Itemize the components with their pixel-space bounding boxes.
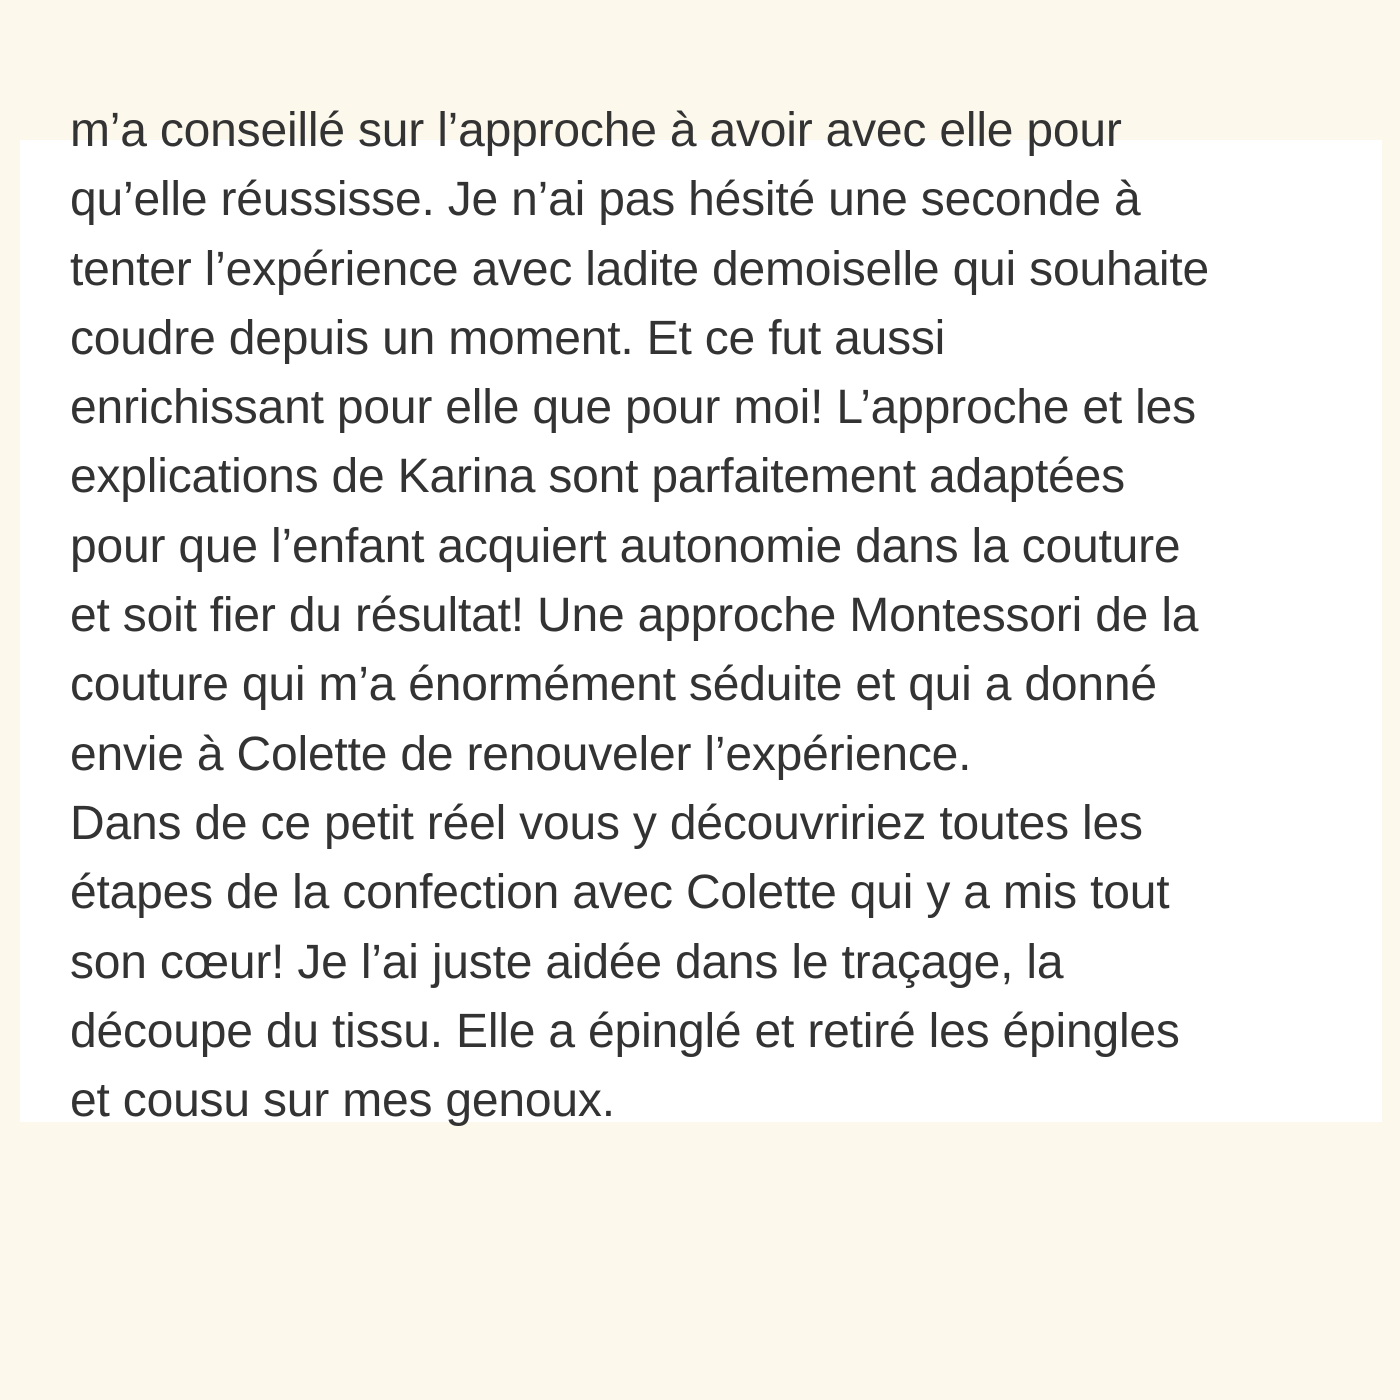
text-line: Dans de ce petit réel vous y découvririez toutes les (70, 796, 1143, 850)
text-line: tenter l’expérience avec ladite demoiselle qui souhaite (70, 242, 1210, 296)
text-line: explications de Karina sont parfaitement adaptées (70, 450, 1125, 504)
text-line: son cœur! Je l’ai juste aidée dans le traçage, la (70, 935, 1064, 989)
text-line: coudre depuis un moment. Et ce fut aussi (70, 311, 946, 365)
text-line: qu’elle réussisse. Je n’ai pas hésité une seconde à (70, 173, 1141, 227)
post-body-text (70, 96, 1365, 1135)
text-line-partial-bottom: et cousu sur mes genoux. (70, 1074, 615, 1128)
text-line: découpe du tissu. Elle a épinglé et retiré les épingles (70, 1004, 1180, 1058)
text-line: et soit fier du résultat! Une approche Montessori de la (70, 589, 1199, 643)
text-line: envie à Colette de renouveler l’expérience. (70, 727, 972, 781)
text-line: étapes de la confection avec Colette qui y a mis tout (70, 866, 1170, 920)
text-line: pour que l’enfant acquiert autonomie dans la couture (70, 519, 1181, 573)
text-line-partial-top: m’a conseillé sur l’approche à avoir avec elle pour (70, 104, 1122, 157)
text-screenshot-card (20, 104, 1382, 1128)
text-line: couture qui m’a énormément séduite et qui a donné (70, 658, 1157, 712)
text-line: enrichissant pour elle que pour moi! L’approche et les (70, 381, 1196, 435)
